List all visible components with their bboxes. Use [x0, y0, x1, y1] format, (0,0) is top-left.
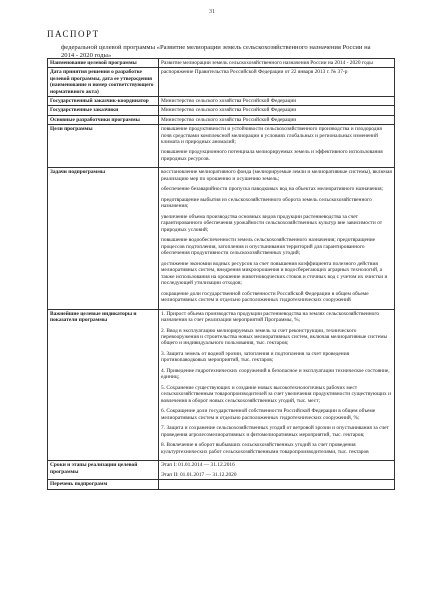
goal-item: повышение продуктивности и устойчивости сельскохозяйственного производства и плодородия почв средствами комплексной мелиорации в условиях глобальных и региональных изменений климата и природных аномалий; — [161, 126, 382, 146]
row-label: Наименование целевой программы — [48, 59, 159, 68]
row-value: Министерство сельского хозяйства Российской Федерации — [159, 106, 395, 115]
row-label: Задачи подпрограммы — [48, 168, 159, 309]
indicator-item: 7. Защита и сохранение сельскохозяйственных угодий от ветровой эрозии и опустынивания за счет проведения агролесомелиоративных и фитомелиоративных мероприятий, тыс. гектаров; — [161, 425, 389, 438]
row-value — [159, 168, 395, 309]
row-value — [159, 125, 395, 168]
stage-item: Этап I: 01.01.2014 — 31.12.2016 — [161, 462, 235, 469]
row-label: Перечень подпрограмм — [48, 480, 159, 489]
page-number: 31 — [209, 9, 215, 15]
row-value — [159, 309, 395, 461]
row-value: распоряжение Правительства Российской Федерации от 22 января 2013 г. № 37-р — [159, 68, 395, 97]
row-label: Дата принятия решения о разработке целевой программы, дата ее утверждения (наименование и номер соответствующего нормативного акта) — [48, 68, 159, 97]
indicator-item: 8. Вовлечение в оборот выбывших сельскохозяйственных угодий за счет проведения культуртехнических работ сельскохозяйственными товаропроизводителями, тыс. гектаров — [161, 442, 369, 455]
task-item: увеличение объема производства основных видов продукции растениеводства за счет гарантированного обеспечения урожайности сельскохозяйственных культур вне зависимости от природных условий; — [161, 213, 383, 233]
indicator-item: 2. Ввод в эксплуатацию мелиорируемых земель за счет реконструкции, технического перевооружения и строительства новых мелиоративных систем, включая мелиоративные системы общего и индивидуального пользования, тыс. гектаров; — [161, 327, 388, 347]
row-subprograms — [48, 480, 395, 489]
row-label: Цели программы — [48, 125, 159, 168]
row-value — [159, 480, 395, 489]
row-developers — [48, 115, 395, 124]
row-program-name — [48, 59, 395, 68]
row-value: Министерство сельского хозяйства Российской Федерации — [159, 115, 395, 124]
row-goals — [48, 125, 395, 168]
document-heading: ПАСПОРТ — [47, 29, 100, 39]
stage-item: Этап II: 01.01.2017 — 31.12.2020 — [161, 471, 237, 478]
row-label: Важнейшие целевые индикаторы и показатели программы — [48, 309, 159, 461]
row-value: Развитие мелиорации земель сельскохозяйственного назначения России на 2014 - 2020 годы — [159, 59, 395, 68]
goal-item: повышение продукционного потенциала мелиорируемых земель и эффективного использования природных ресурсов. — [161, 149, 383, 162]
indicator-item: 4. Приведение гидротехнических сооружений в безопасное и эксплуатации техническое состояние, единиц; — [161, 367, 390, 381]
row-label: Сроки и этапы реализации целевой программы — [48, 461, 159, 480]
document-subtitle: федеральной целевой программы «Развитие мелиорации земель сельскохозяйственного назначения России на 2014 - 2020 годы» — [61, 44, 371, 59]
indicator-item: 6. Сокращение доли государственной собственности Российской Федерации в общем объеме мелиоративных систем и отдельно расположенных гидротехнических сооружений, %; — [161, 408, 376, 421]
task-item: повышение водообеспеченности земель сельскохозяйственного назначения; предотвращение процессов подтопления, затопления и опустынивания территорий для гарантированного обеспечения продуктивности сельскохозяйственных угодий; — [161, 237, 376, 257]
passport-table — [47, 58, 395, 490]
task-item: достижение экономии водных ресурсов за счет повышения коэффициента полезного действия мелиоративных систем, внедрения микроорошения и водосберегающих аграрных технологий, а также использования на орошение животноводческих стоков и сточных вод с учетом их очистки и последующей утилизации отходов; — [161, 260, 388, 286]
row-label: Государственные заказчики — [48, 106, 159, 115]
indicator-item: 5. Сохранение существующих и создание новых высокотехнологичных рабочих мест сельскохозяйственным товаропроизводителей за счет увеличения продуктивности существующих и вовлечения в оборот новых сельскохозяйственных угодий, тыс. мест; — [161, 384, 391, 404]
task-item: обеспечение безаварийности пропуска паводковых вод на объектах мелиоративного назначения; — [161, 186, 384, 193]
indicator-item: 3. Защита земель от водной эрозии, затопления и подтопления за счет проведения противопаводковых мероприятий, тыс. гектаров; — [161, 350, 350, 364]
row-customer-coordinator — [48, 97, 395, 106]
row-decision — [48, 68, 395, 97]
row-customers — [48, 106, 395, 115]
row-label: Государственный заказчик-координатор — [48, 97, 159, 106]
task-item: восстановление мелиоративного фонда (мелиорируемые земли и мелиоративные системы), включая реализацию мер по орошению и осушению земель; — [161, 169, 392, 182]
row-value — [159, 461, 395, 480]
row-terms — [48, 461, 395, 480]
row-label: Основные разработчики программы — [48, 115, 159, 124]
row-tasks — [48, 168, 395, 309]
indicator-item: 1. Прирост объема производства продукции растениеводства на землях сельскохозяйственного назначения за счет реализации мероприятий Программы, %; — [161, 310, 380, 323]
task-item: сокращение доли государственной собственности Российской Федерации в общем объеме мелиоративных систем и отдельно расположенных гидротехнических сооружений — [161, 290, 369, 303]
task-item: предотвращение выбытия из сельскохозяйственного оборота земель сельскохозяйственного назначения; — [161, 196, 372, 210]
row-value: Министерство сельского хозяйства Российской Федерации — [159, 97, 395, 106]
row-indicators — [48, 309, 395, 461]
